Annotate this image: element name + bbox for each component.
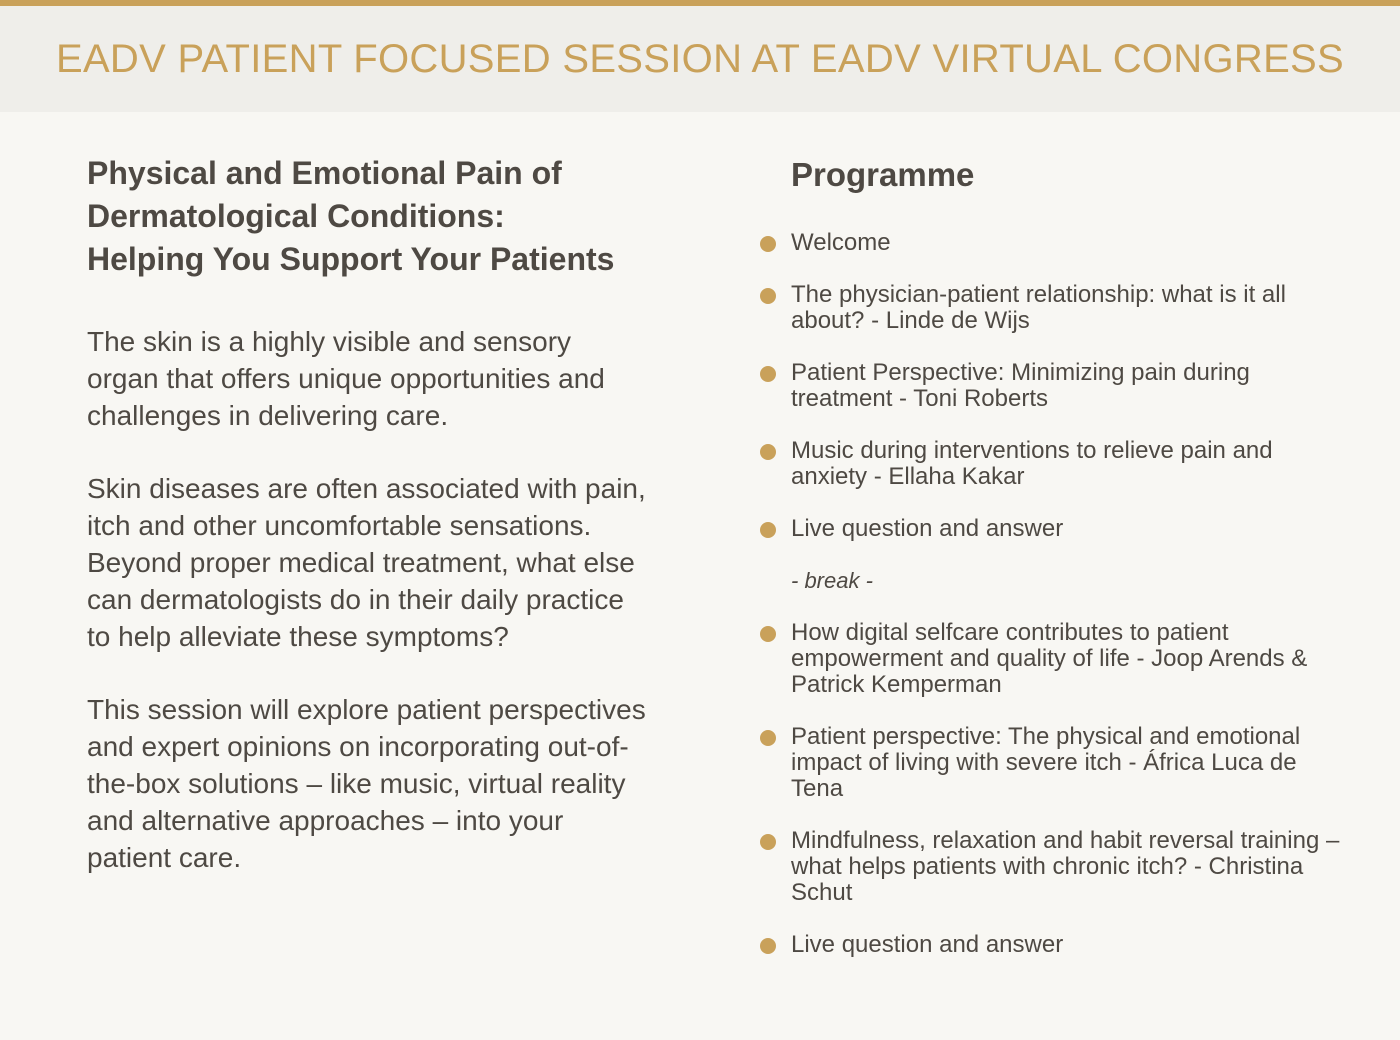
bullet-icon [760,444,776,460]
header-banner [0,6,1400,112]
session-title-line-2: Dermatological Conditions: [87,198,505,234]
symptoms-paragraph-b: Beyond proper medical treatment, what else can dermatologists do in their daily practice to help alleviate these symptoms? [87,547,635,652]
session-title-line-1: Physical and Emotional Pain of [87,155,562,191]
list-item [760,438,1350,490]
programme-item-text: The physician-patient relationship: what is it all about? - Linde de Wijs [791,281,1286,334]
session-title [87,152,647,281]
programme-item-text: Mindfulness, relaxation and habit reversal training – what helps patients with chronic itch? - Christina Schut [791,827,1340,906]
page-title: EADV PATIENT FOCUSED SESSION AT EADV VIRTUAL CONGRESS [55,36,1345,81]
programme-item-text: Patient perspective: The physical and emotional impact of living with severe itch - África Luca de Tena [791,723,1301,802]
bullet-icon [760,938,776,954]
programme-item-text: How digital selfcare contributes to patient empowerment and quality of life - Joop Arends & Patrick Kemperman [791,619,1308,698]
symptoms-paragraph-a: Skin diseases are often associated with pain, itch and other uncomfortable sensations. [87,473,646,541]
programme-section [760,152,1350,984]
intro-paragraph: The skin is a highly visible and sensory organ that offers unique opportunities and challenges in delivering care. [87,326,605,431]
programme-title: Programme [791,156,975,193]
programme-item-text: Music during interventions to relieve pain and anxiety - Ellaha Kakar [791,437,1273,490]
programme-list [760,230,1350,958]
symptoms-paragraph [87,470,647,655]
bullet-icon [760,626,776,642]
break-label: - break - [791,568,873,593]
bullet-icon [760,236,776,252]
list-item [760,230,1350,256]
programme-item-text: Live question and answer [791,515,1064,542]
bullet-icon [760,522,776,538]
bullet-icon [760,288,776,304]
list-item [760,932,1350,958]
list-item [760,724,1350,802]
session-description [87,152,647,876]
list-item [760,282,1350,334]
session-goal-paragraph: This session will explore patient perspectives and expert opinions on incorporating out-of-the-box solutions – like music, virtual reality and alternative approaches – into your patient care. [87,694,646,873]
list-item [760,360,1350,412]
list-item [760,620,1350,698]
bullet-icon [760,366,776,382]
list-item [760,516,1350,542]
programme-item-text: Welcome [791,229,891,256]
bullet-icon [760,730,776,746]
bullet-icon [760,834,776,850]
list-item [760,828,1350,906]
programme-item-text: Patient Perspective: Minimizing pain during treatment - Toni Roberts [791,359,1250,412]
programme-item-text: Live question and answer [791,931,1064,958]
session-title-line-3: Helping You Support Your Patients [87,241,615,277]
